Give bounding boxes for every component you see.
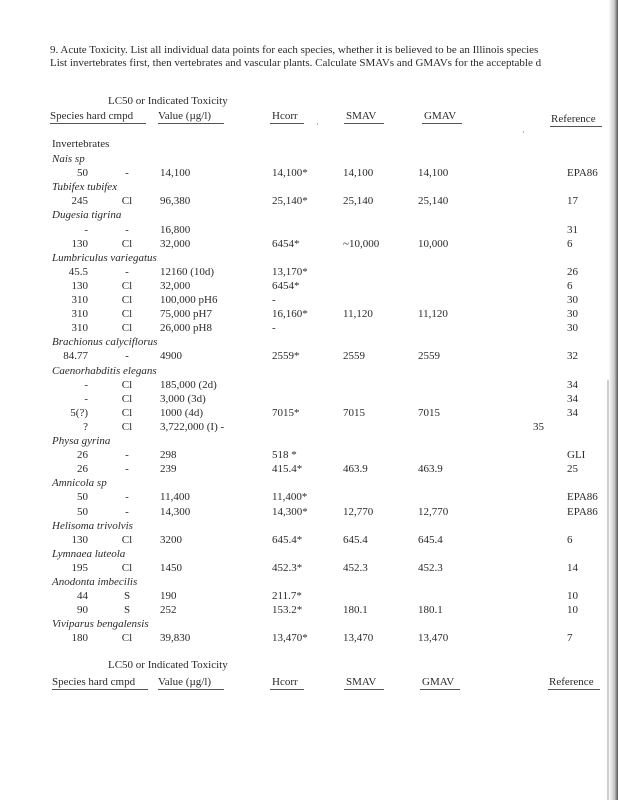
reference-cell: 31 xyxy=(567,223,578,236)
reference-cell: 6 xyxy=(567,279,573,292)
hardness-cell: - xyxy=(84,392,88,405)
header-underline xyxy=(548,689,600,690)
hcorr-cell: 452.3* xyxy=(272,561,303,574)
table-row xyxy=(0,462,618,477)
species-name: Lymnaea luteola xyxy=(52,547,126,560)
hcorr-cell: 14,300* xyxy=(272,505,308,518)
toxicity-value-cell: 3,000 (3d) xyxy=(160,392,206,405)
compound-cell: S xyxy=(123,604,131,617)
header-underline xyxy=(344,123,384,124)
compound-cell: Cl xyxy=(121,322,133,335)
reference-cell: 25 xyxy=(567,463,578,476)
reference-cell: EPA86 xyxy=(567,167,598,180)
header-value: Value (µg/l) xyxy=(158,676,212,688)
smav-cell: 180.1 xyxy=(343,604,368,617)
species-name: Tubifex tubifex xyxy=(52,181,118,194)
header-underline xyxy=(50,123,146,124)
section-invertebrates: Invertebrates xyxy=(52,138,110,150)
compound-cell: - xyxy=(125,223,129,236)
table-row xyxy=(0,603,618,618)
gmav-cell: 452.3 xyxy=(418,561,443,574)
hcorr-cell: 13,470* xyxy=(272,632,308,645)
species-name: Physa gyrina xyxy=(52,435,111,447)
table-row xyxy=(0,490,618,505)
species-name: Nais sp xyxy=(52,153,85,165)
hardness-cell: 44 xyxy=(77,590,88,603)
reference-cell: 34 xyxy=(567,406,578,419)
reference-cell: 17 xyxy=(567,195,578,208)
reference-cell: 6 xyxy=(567,237,573,250)
table-row xyxy=(0,321,618,336)
gmav-cell: 645.4 xyxy=(418,533,443,546)
smav-cell: 25,140 xyxy=(343,195,374,208)
toxicity-value-cell: 12160 (10d) xyxy=(160,265,215,278)
hardness-cell: 50 xyxy=(77,167,88,180)
table-row xyxy=(0,533,618,548)
hcorr-cell: 6454* xyxy=(272,279,300,292)
header-hcorr: Hcorr xyxy=(272,110,298,122)
compound-cell: Cl xyxy=(121,632,133,645)
compound-cell: - xyxy=(125,449,129,462)
smav-cell: 11,120 xyxy=(343,308,373,321)
table-row xyxy=(0,561,618,576)
compound-cell: Cl xyxy=(121,533,133,546)
extra-note-cell: 35 xyxy=(533,420,544,433)
header-species-hard-cmpd: Species hard cmpd xyxy=(52,676,136,688)
gmav-cell: 7015 xyxy=(418,406,440,419)
header-reference: Reference xyxy=(551,113,596,125)
hardness-cell: 180 xyxy=(71,632,88,645)
scan-speck: · xyxy=(522,127,525,137)
smav-cell: 7015 xyxy=(343,406,365,419)
reference-cell: 26 xyxy=(567,265,578,278)
compound-cell: Cl xyxy=(121,308,133,321)
hcorr-cell: 415.4* xyxy=(272,463,303,476)
toxicity-value-cell: 3,722,000 (I) - xyxy=(160,420,225,433)
header-underline xyxy=(344,689,384,690)
hardness-cell: 195 xyxy=(71,561,88,574)
species-name: Anodonta imbecilis xyxy=(52,576,138,588)
header-smav: SMAV xyxy=(346,110,377,122)
compound-cell: Cl xyxy=(121,406,133,419)
table-row xyxy=(0,223,618,238)
header-underline xyxy=(550,126,602,127)
compound-cell: S xyxy=(123,590,131,603)
table-row xyxy=(0,631,618,646)
hcorr-cell: - xyxy=(272,294,276,306)
header-reference: Reference xyxy=(549,676,594,688)
species-name: Lumbriculus variegatus xyxy=(52,251,157,264)
toxicity-value-cell: 298 xyxy=(160,449,177,462)
hardness-cell: ? xyxy=(83,420,88,433)
species-name: Viviparus bengalensis xyxy=(52,618,149,631)
hardness-cell: 310 xyxy=(71,308,88,321)
compound-cell: Cl xyxy=(121,279,133,292)
header-underline xyxy=(52,689,148,690)
species-name: Brachionus calyciflorus xyxy=(52,336,158,349)
compound-cell: - xyxy=(125,265,129,278)
table-row xyxy=(0,307,618,322)
smav-cell: 452.3 xyxy=(343,561,368,574)
compound-cell: Cl xyxy=(121,561,133,574)
reference-cell: 34 xyxy=(567,378,578,391)
reference-cell: 6 xyxy=(567,533,573,546)
header-gmav: GMAV xyxy=(422,676,455,688)
gmav-cell: 11,120 xyxy=(418,308,448,321)
reference-cell: 34 xyxy=(567,392,578,405)
table-row xyxy=(0,349,618,364)
reference-cell: 30 xyxy=(567,322,578,335)
table-row xyxy=(0,406,618,421)
compound-cell: Cl xyxy=(121,420,133,433)
gmav-cell: 14,100 xyxy=(418,167,449,180)
hcorr-cell: 13,170* xyxy=(272,265,308,278)
header-underline xyxy=(420,689,460,690)
hcorr-cell: 25,140* xyxy=(272,195,308,208)
reference-cell: 30 xyxy=(567,294,578,306)
hardness-cell: 130 xyxy=(71,279,88,292)
gmav-cell: 180.1 xyxy=(418,604,443,617)
toxicity-value-cell: 14,100 xyxy=(160,167,191,180)
table-row xyxy=(0,448,618,463)
reference-cell: 32 xyxy=(567,350,578,363)
hardness-cell: 310 xyxy=(71,294,88,306)
gmav-cell: 13,470 xyxy=(418,632,449,645)
smav-cell: 13,470 xyxy=(343,632,374,645)
toxicity-value-cell: 39,830 xyxy=(160,632,191,645)
toxicity-value-cell: 32,000 xyxy=(160,279,191,292)
compound-cell: - xyxy=(125,463,129,476)
hardness-cell: 26 xyxy=(77,449,88,462)
toxicity-value-cell: 239 xyxy=(160,463,177,476)
gmav-cell: 10,000 xyxy=(418,237,449,250)
gmav-cell: 12,770 xyxy=(418,505,449,518)
hardness-cell: 5(?) xyxy=(70,406,88,419)
toxicity-value-cell: 4900 xyxy=(160,350,182,363)
hardness-cell: 50 xyxy=(77,505,88,518)
smav-cell: 645.4 xyxy=(343,533,368,546)
toxicity-value-cell: 16,800 xyxy=(160,223,191,236)
compound-cell: - xyxy=(125,167,129,180)
instructions-line-1: 9. Acute Toxicity. List all individual data points for each species, whether it is believed to be an Illinois species xyxy=(50,44,539,56)
toxicity-value-cell: 1000 (4d) xyxy=(160,406,204,419)
compound-cell: - xyxy=(125,350,129,363)
toxicity-value-cell: 11,400 xyxy=(160,491,190,504)
reference-cell: 10 xyxy=(567,604,578,617)
compound-cell: - xyxy=(125,505,129,518)
hcorr-cell: 518 * xyxy=(272,449,297,462)
header-underline xyxy=(158,123,224,124)
hcorr-cell: - xyxy=(272,322,276,335)
toxicity-value-cell: 185,000 (2d) xyxy=(160,378,217,391)
reference-cell: GLI xyxy=(567,449,586,462)
header-hcorr: Hcorr xyxy=(272,676,298,688)
hcorr-cell: 7015* xyxy=(272,406,300,419)
hardness-cell: 45.5 xyxy=(68,265,88,278)
gmav-cell: 463.9 xyxy=(418,463,443,476)
hcorr-cell: 6454* xyxy=(272,237,300,250)
toxicity-value-cell: 32,000 xyxy=(160,237,191,250)
compound-cell: Cl xyxy=(121,378,133,391)
hardness-cell: - xyxy=(84,223,88,236)
reference-cell: EPA86 xyxy=(567,491,598,504)
hcorr-cell: 645.4* xyxy=(272,533,303,546)
hardness-cell: 90 xyxy=(77,604,88,617)
scan-speck: · xyxy=(316,119,319,129)
instructions-paragraph xyxy=(50,44,615,70)
species-name: Caenorhabditis elegans xyxy=(52,364,157,377)
toxicity-value-cell: 3200 xyxy=(160,533,182,546)
gmav-cell: 2559 xyxy=(418,350,440,363)
compound-cell: Cl xyxy=(121,237,133,250)
toxicity-value-cell: 96,380 xyxy=(160,195,191,208)
reference-cell: 14 xyxy=(567,561,578,574)
reference-cell: 7 xyxy=(567,632,573,645)
header-underline xyxy=(422,123,462,124)
table-row xyxy=(0,265,618,280)
toxicity-value-cell: 26,000 pH8 xyxy=(160,322,212,335)
compound-cell: Cl xyxy=(121,294,133,306)
header-underline xyxy=(158,689,224,690)
header-species-hard-cmpd: Species hard cmpd xyxy=(50,110,134,122)
header-underline xyxy=(270,689,304,690)
header-underline xyxy=(270,123,304,124)
smav-cell: 12,770 xyxy=(343,505,374,518)
table-row xyxy=(0,166,618,181)
table-row xyxy=(0,420,618,435)
smav-cell: 463.9 xyxy=(343,463,368,476)
compound-cell: Cl xyxy=(121,392,133,405)
hardness-cell: 26 xyxy=(77,463,88,476)
reference-cell: EPA86 xyxy=(567,505,598,518)
hardness-cell: 130 xyxy=(71,237,88,250)
hcorr-cell: 211.7* xyxy=(272,590,302,603)
hcorr-cell: 14,100* xyxy=(272,167,308,180)
table-row xyxy=(0,293,618,308)
hcorr-cell: 153.2* xyxy=(272,604,303,617)
hardness-cell: 50 xyxy=(77,491,88,504)
hardness-cell: 245 xyxy=(71,195,88,208)
species-name: Dugesia tigrina xyxy=(52,209,122,222)
toxicity-value-cell: 100,000 pH6 xyxy=(160,294,218,306)
header-group-label: LC50 or Indicated Toxicity xyxy=(108,659,228,671)
header-smav: SMAV xyxy=(346,676,377,688)
reference-cell: 10 xyxy=(567,590,578,603)
table-row xyxy=(0,589,618,604)
toxicity-value-cell: 1450 xyxy=(160,561,182,574)
hardness-cell: 84.77 xyxy=(63,350,88,363)
toxicity-value-cell: 75,000 pH7 xyxy=(160,308,212,321)
smav-cell: 2559 xyxy=(343,350,365,363)
hcorr-cell: 2559* xyxy=(272,350,300,363)
hcorr-cell: 16,160* xyxy=(272,308,308,321)
gmav-cell: 25,140 xyxy=(418,195,449,208)
header-group-label: LC50 or Indicated Toxicity xyxy=(108,95,228,107)
hardness-cell: - xyxy=(84,378,88,391)
table-row xyxy=(0,392,618,407)
reference-cell: 30 xyxy=(567,308,578,321)
header-gmav: GMAV xyxy=(424,110,457,122)
hcorr-cell: 11,400* xyxy=(272,491,308,504)
table-row xyxy=(0,194,618,209)
compound-cell: - xyxy=(125,491,129,504)
table-row xyxy=(0,279,618,294)
hardness-cell: 130 xyxy=(71,533,88,546)
smav-cell: ~10,000 xyxy=(343,237,380,250)
smav-cell: 14,100 xyxy=(343,167,374,180)
hardness-cell: 310 xyxy=(71,322,88,335)
table-row xyxy=(0,378,618,393)
species-name: Helisoma trivolvis xyxy=(52,519,133,532)
compound-cell: Cl xyxy=(121,195,133,208)
species-name: Amnicola sp xyxy=(52,477,107,490)
instructions-line-2: List invertebrates first, then vertebrates and vascular plants. Calculate SMAVs and GMAVs for the acceptable d xyxy=(50,57,542,69)
toxicity-value-cell: 14,300 xyxy=(160,505,191,518)
header-value: Value (µg/l) xyxy=(158,110,212,122)
table-row xyxy=(0,505,618,520)
table-row xyxy=(0,237,618,252)
toxicity-value-cell: 190 xyxy=(160,590,177,603)
toxicity-value-cell: 252 xyxy=(160,604,177,617)
